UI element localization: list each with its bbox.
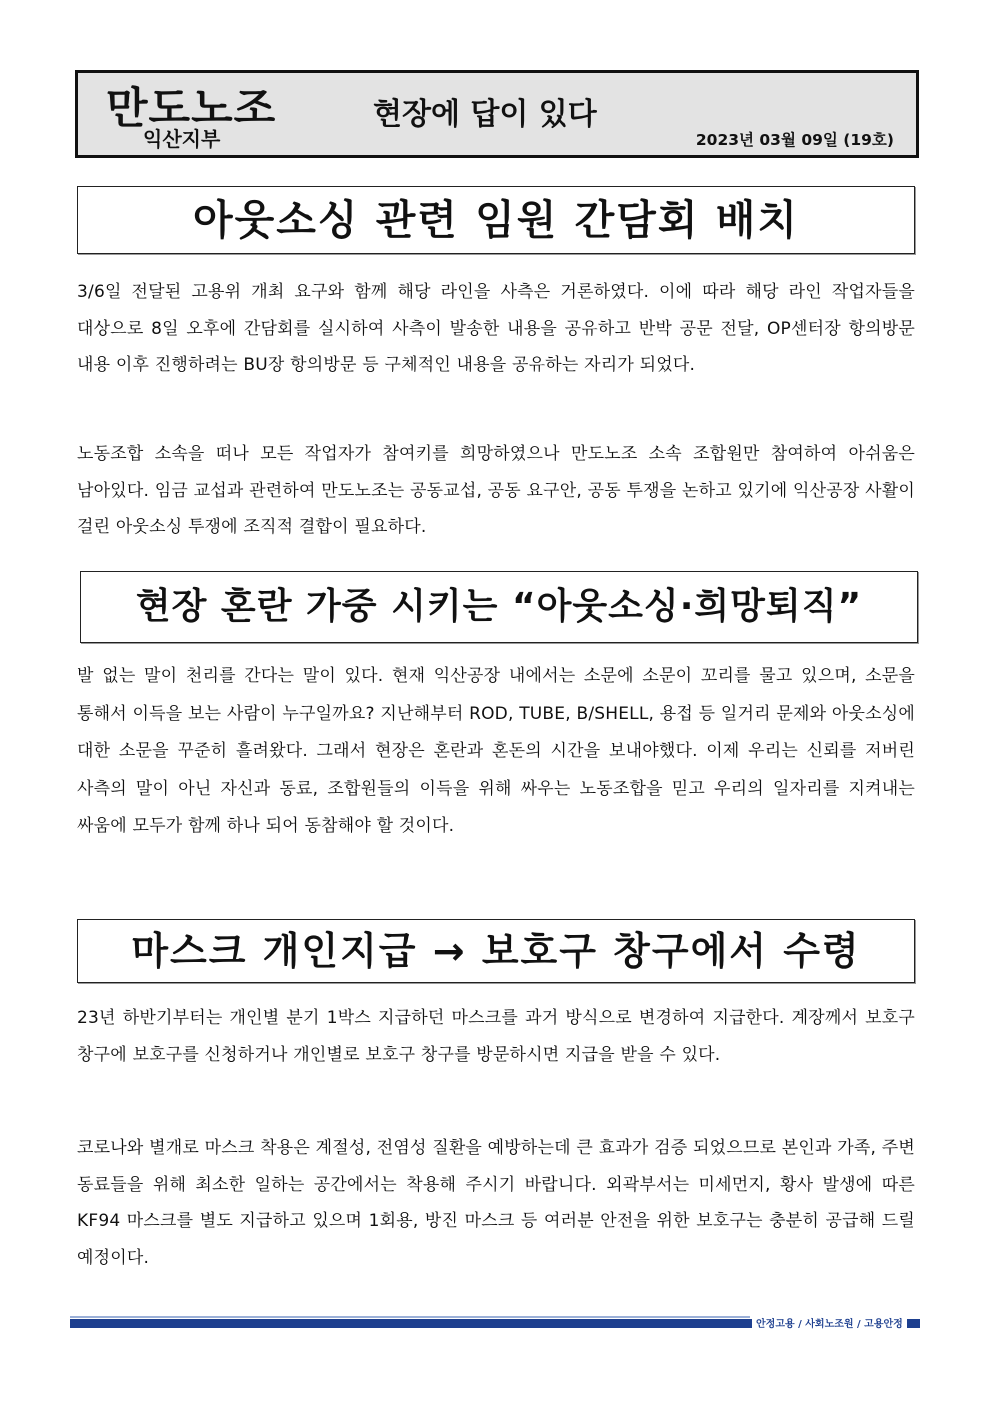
article-paragraph: 발 없는 말이 천리를 간다는 말이 있다. 현재 익산공장 내에서는 소문에 소문이 꼬리를 물고 있으며, 소문을 통해서 이득을 보는 사람이 누구일까요? 지난해부터 ROD, TUBE, B/SHELL, 용접 등 일거리 문제와 아웃소싱에 대한 소문을 꾸준히 흘려왔다. 그래서 현장은 혼란과 혼돈의 시간을 보내야했다. 이제 우리는 신뢰를 저버린 사측의 말이 아닌 자신과 동료, 조합원들의 이득을 위해 싸우는 노동조합을 믿고 우리의 일자리를 지켜내는 싸움에 모두가 함께 하나 되어 동참해야 할 것이다. xyxy=(77,666,915,836)
article-paragraph: 노동조합 소속을 떠나 모든 작업자가 참여키를 희망하였으나 만도노조 소속 조합원만 참여하여 아쉬움은 남아있다. 임금 교섭과 관련하여 만도노조는 공동교섭, 공동 요구안, 공동 투쟁을 논하고 있기에 익산공장 사활이 걸린 아웃소싱 투쟁에 조직적 결합이 필요하다. xyxy=(77,444,915,537)
article-paragraph: 3/6일 전달된 고용위 개최 요구와 함께 해당 라인을 사측은 거론하였다. 이에 따라 해당 라인 작업자들을 대상으로 8일 오후에 간담회를 실시하여 사측이 발송한 내용을 공유하고 반박 공문 전달, OP센터장 항의방문 내용 이후 진행하려는 BU장 항의방문 등 구체적인 내용을 공유하는 자리가 되었다. xyxy=(77,282,915,375)
article-paragraph: 23년 하반기부터는 개인별 분기 1박스 지급하던 마스크를 과거 방식으로 변경하여 지급한다. 계장께서 보호구 창구에 보호구를 신청하거나 개인별로 보호구 창구를 방문하시면 지급을 받을 수 있다. xyxy=(77,1008,915,1065)
footer-highlight-line xyxy=(70,1316,750,1318)
headline-field-confusion: 현장 혼란 가중 시키는 “아웃소싱·희망퇴직” xyxy=(80,571,918,643)
newsletter-slogan: 현장에 답이 있다 xyxy=(373,97,597,132)
branch-name: 익산지부 xyxy=(143,127,221,151)
masthead xyxy=(75,70,919,158)
footer-tagline: 안정고용 / 사회노조원 / 고용안정 xyxy=(752,1314,907,1331)
issue-date: 2023년 03월 09일 (19호) xyxy=(695,131,894,149)
union-name: 만도노조 xyxy=(106,84,277,134)
headline-outsourcing-meeting: 아웃소싱 관련 임원 간담회 배치 xyxy=(77,186,915,254)
headline-mask-distribution: 마스크 개인지급 → 보호구 창구에서 수령 xyxy=(77,919,915,983)
article-paragraph: 코로나와 별개로 마스크 착용은 계절성, 전염성 질환을 예방하는데 큰 효과가 검증 되었으므로 본인과 가족, 주변 동료들을 위해 최소한 일하는 공간에서는 착용해 주시기 바랍니다. 외곽부서는 미세먼지, 황사 발생에 따른 KF94 마스크를 별도 지급하고 있으며 1회용, 방진 마스크 등 여러분 안전을 위한 보호구는 충분히 공급해 드릴 예정이다. xyxy=(77,1138,915,1268)
